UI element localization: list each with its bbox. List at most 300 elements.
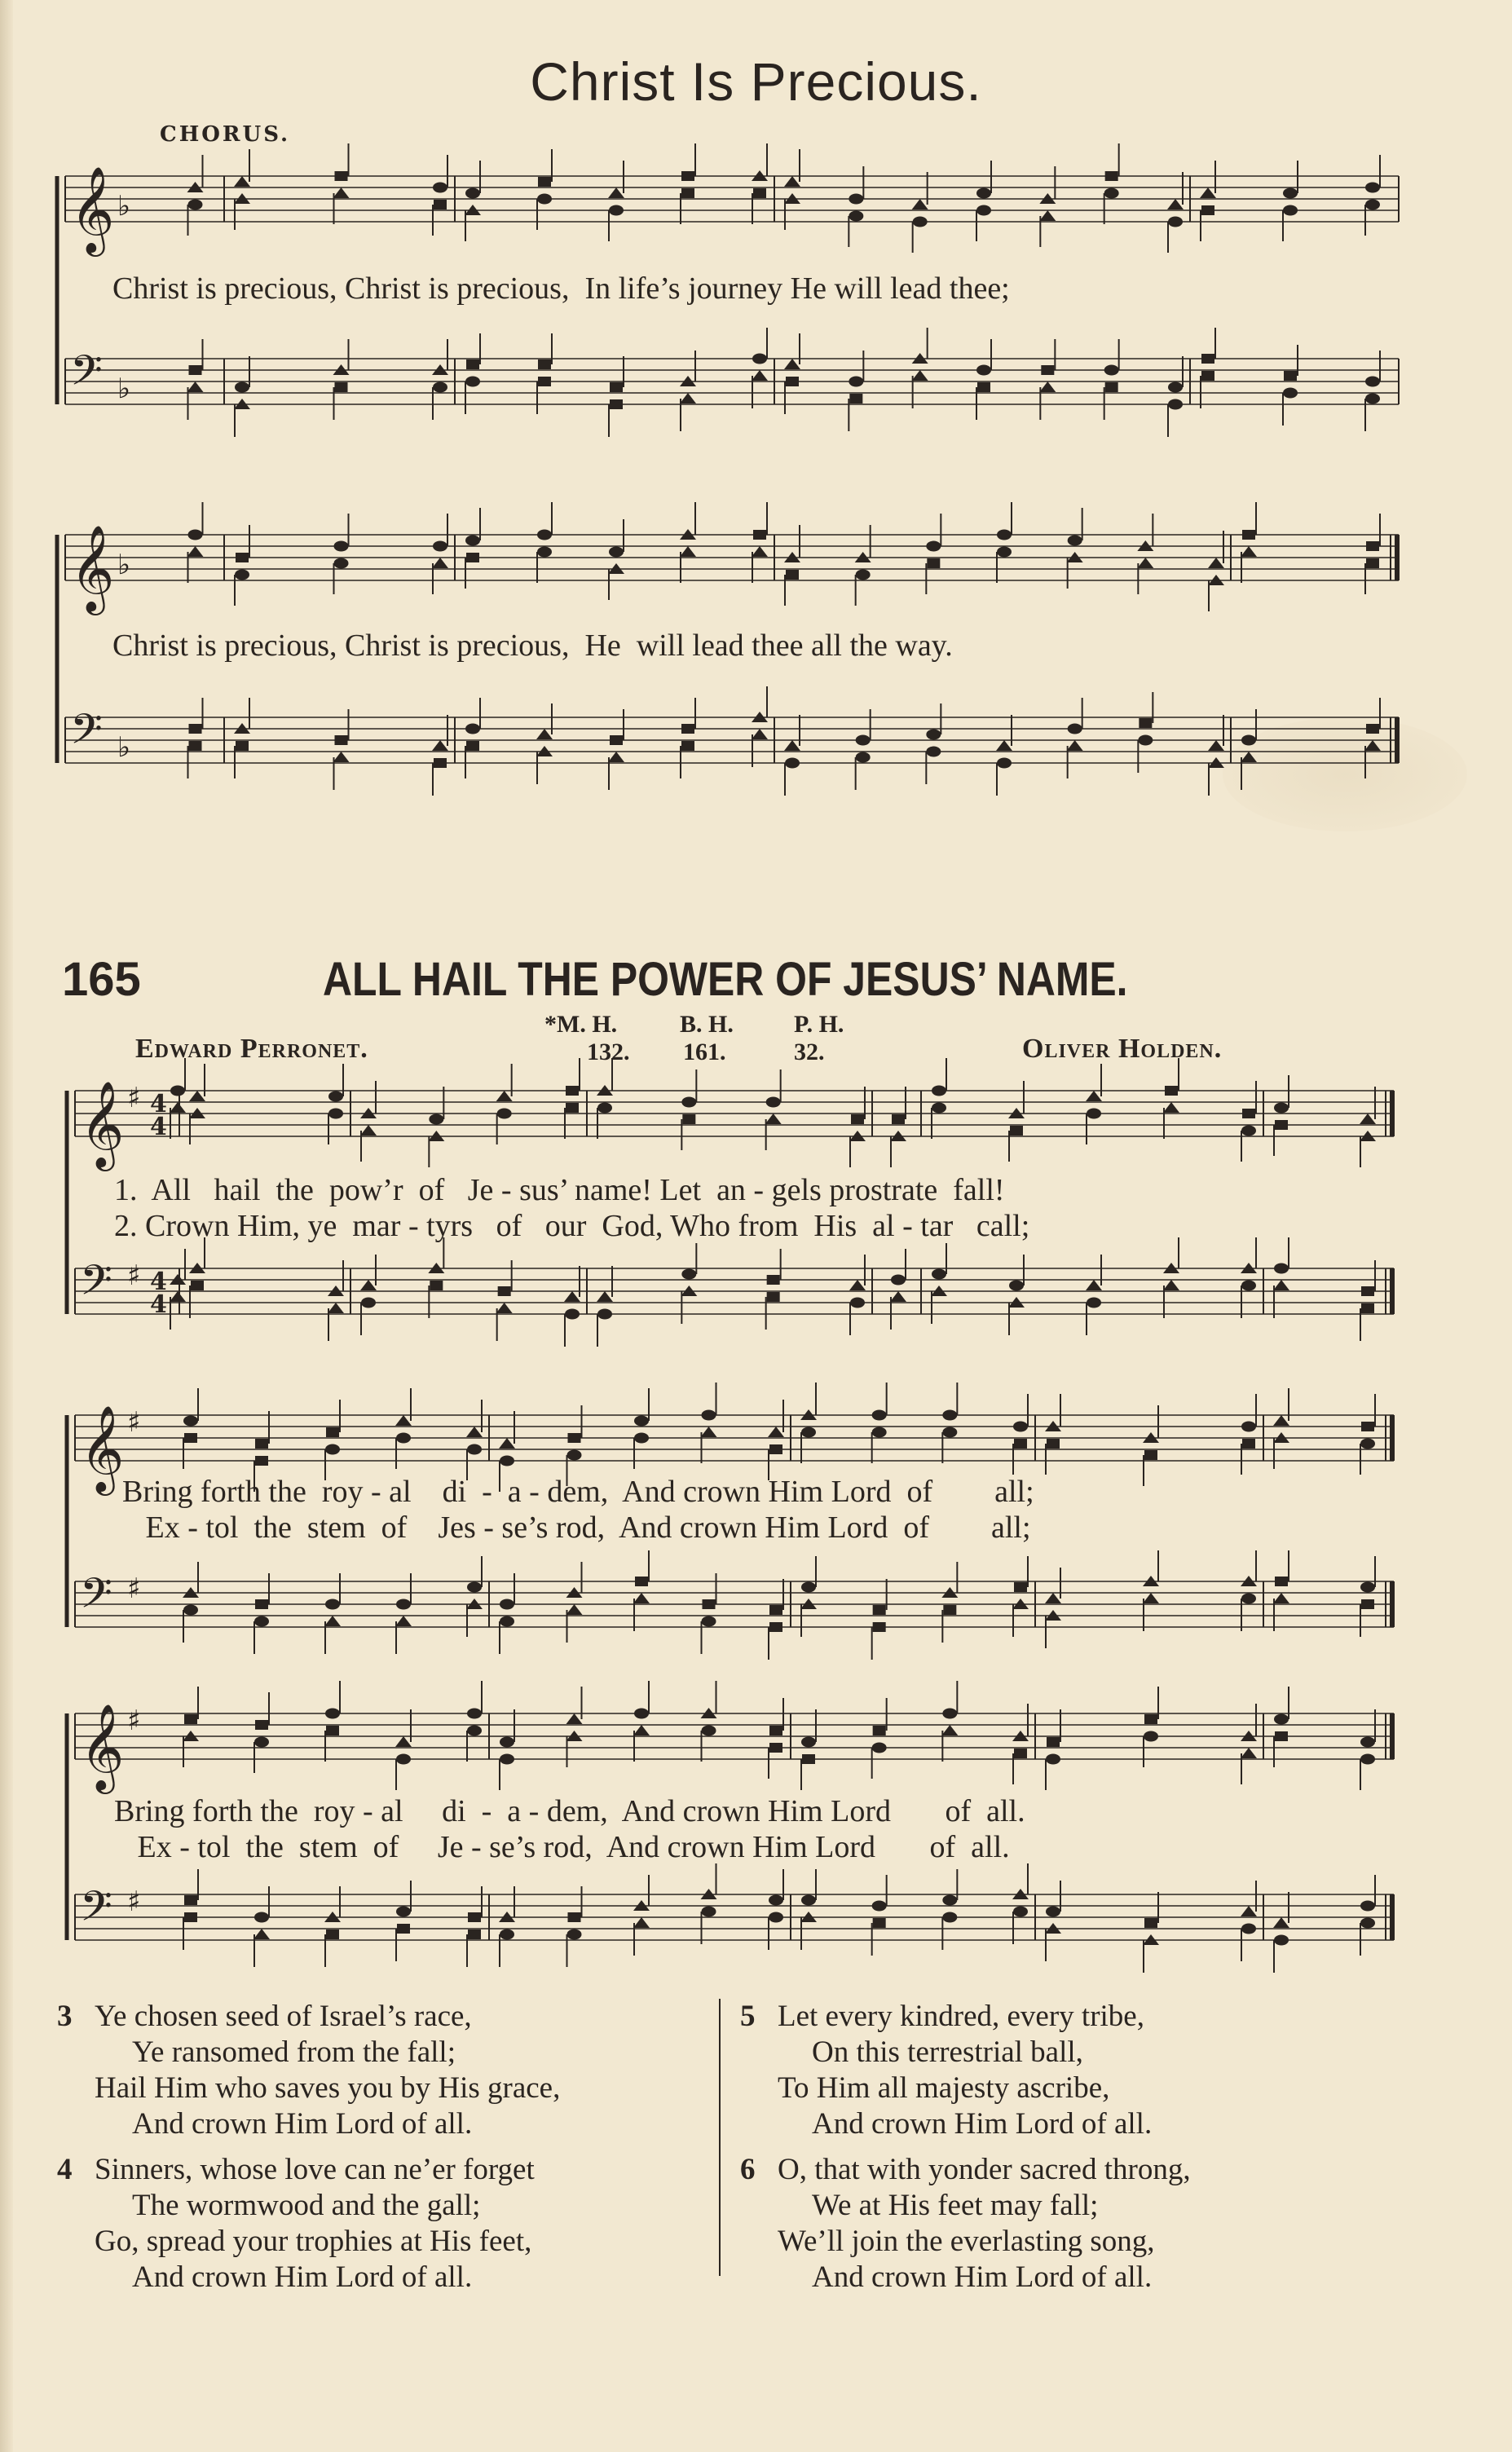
stanza-5 <box>740 1999 1153 2142</box>
note-head <box>432 558 448 568</box>
flat-sign-icon: ♭ <box>117 731 131 764</box>
note-head <box>568 1433 581 1443</box>
note-head <box>1360 1114 1376 1124</box>
note-head <box>1273 1415 1289 1426</box>
note-head <box>1045 1593 1061 1603</box>
note-head <box>610 735 623 745</box>
note-head <box>1365 394 1380 404</box>
note-head <box>856 570 871 580</box>
note-head <box>1366 724 1379 734</box>
note-head <box>1274 1263 1289 1274</box>
note-head <box>467 1444 482 1455</box>
note-head <box>1241 1924 1256 1934</box>
note-head <box>254 1912 269 1923</box>
note-head <box>187 546 204 557</box>
note-head <box>873 1726 886 1735</box>
note-head <box>941 1725 958 1735</box>
hymn-system-2 <box>0 1396 1512 1665</box>
note-head <box>1014 1439 1027 1449</box>
note-head <box>872 1743 887 1753</box>
note-head <box>1086 1091 1102 1101</box>
note-head <box>500 1599 514 1610</box>
note-head <box>768 1427 784 1437</box>
note-head <box>564 1291 580 1302</box>
note-head <box>187 381 204 392</box>
note-head <box>753 530 766 540</box>
note-head <box>189 1091 205 1101</box>
note-head <box>1105 382 1118 392</box>
note-head <box>767 1275 780 1285</box>
note-head <box>681 741 694 751</box>
note-head <box>1242 530 1255 540</box>
stanza-line: Hail Him who saves you by His grace, <box>95 2071 561 2105</box>
note-head <box>566 1103 579 1113</box>
sharp-sign-icon: ♯ <box>127 1572 141 1605</box>
note-head <box>912 370 928 381</box>
note-head <box>1283 188 1298 199</box>
note-head <box>325 1599 340 1610</box>
note-head <box>235 570 249 580</box>
note-head <box>255 1456 268 1466</box>
note-head <box>769 1444 782 1454</box>
note-head <box>769 1605 782 1615</box>
note-head <box>1283 388 1298 399</box>
note-head <box>538 359 551 369</box>
note-head <box>1241 752 1257 762</box>
note-head <box>433 382 447 393</box>
note-head <box>326 1427 339 1437</box>
hymn-lyric-2a: Bring forth the roy - al di - a - dem, And crown Him Lord of all; <box>122 1475 1034 1509</box>
note-head <box>597 1103 612 1114</box>
chorus-system-1 <box>0 155 1512 448</box>
note-head <box>536 729 553 739</box>
note-head <box>702 1616 716 1627</box>
note-head <box>1273 1280 1289 1290</box>
note-head <box>396 1907 411 1917</box>
note-head <box>498 1286 511 1296</box>
note-head <box>466 1427 483 1437</box>
note-head <box>1201 205 1214 215</box>
sharp-sign-icon: ♯ <box>127 1406 141 1439</box>
note-head <box>1242 1109 1255 1118</box>
note-head <box>681 724 694 734</box>
note-head <box>328 1109 343 1119</box>
note-head <box>997 530 1012 540</box>
note-head <box>538 377 551 386</box>
note-head <box>927 558 940 568</box>
stanza-4 <box>57 2152 535 2295</box>
note-head <box>500 1616 514 1627</box>
note-head <box>1047 1439 1060 1449</box>
note-head <box>608 187 624 198</box>
note-head <box>1241 1906 1257 1916</box>
svg-text:4: 4 <box>150 1290 167 1319</box>
hymn-number: 165 <box>62 953 141 1006</box>
bass-clef-icon: 𝄢 <box>70 346 103 405</box>
note-head <box>396 1754 411 1765</box>
note-head <box>325 1444 340 1455</box>
note-head <box>1275 1731 1288 1741</box>
note-head <box>1365 183 1380 193</box>
note-head <box>538 177 551 187</box>
bass-staff <box>65 328 1399 437</box>
note-head <box>766 1097 781 1108</box>
note-head <box>801 1427 816 1438</box>
note-head <box>769 1743 782 1753</box>
stanza-3 <box>57 1999 561 2142</box>
stanza-line: O, that with yonder sacred throng, <box>778 2153 1191 2186</box>
bass-staff <box>75 1237 1394 1347</box>
note-head <box>785 758 800 769</box>
flat-sign-icon: ♭ <box>117 549 131 581</box>
note-head <box>913 217 928 227</box>
bass-staff <box>75 1863 1394 1973</box>
chorus-system-2 <box>0 514 1512 807</box>
note-head <box>565 1309 580 1320</box>
note-head <box>1361 1286 1374 1296</box>
author: Edward Perronet. <box>135 1034 368 1064</box>
note-head <box>681 1097 696 1108</box>
treble-staff <box>65 502 1399 615</box>
note-head <box>801 1582 816 1593</box>
note-head <box>1241 1594 1256 1604</box>
bass-staff <box>65 686 1399 796</box>
treble-staff <box>75 1681 1394 1794</box>
note-head <box>360 1125 377 1136</box>
note-head <box>849 394 862 404</box>
note-head <box>432 740 448 751</box>
note-head <box>597 1309 612 1320</box>
tune-label-mh: *M. H. <box>544 1011 618 1038</box>
note-head <box>1273 1593 1289 1603</box>
note-head <box>1168 382 1183 393</box>
note-head <box>634 1709 649 1719</box>
stanza-line: We at His feet may fall; <box>812 2189 1099 2222</box>
stanza-number: 3 <box>57 2000 73 2033</box>
note-head <box>467 1709 482 1719</box>
note-head <box>467 1726 482 1736</box>
composer: Oliver Holden. <box>1022 1034 1223 1064</box>
note-head <box>170 1102 186 1113</box>
note-head <box>1013 1907 1028 1917</box>
note-head <box>396 1433 411 1444</box>
note-head <box>1014 1582 1027 1592</box>
note-head <box>769 1622 782 1632</box>
flat-sign-icon: ♭ <box>117 373 131 405</box>
note-head <box>328 1091 343 1102</box>
bass-clef-icon: 𝄢 <box>80 1568 112 1628</box>
note-head <box>537 530 552 540</box>
note-head <box>1241 546 1257 557</box>
stanza-line: We’ll join the everlasting song, <box>778 2225 1155 2258</box>
bass-clef-icon: 𝄢 <box>70 704 103 764</box>
note-head <box>1144 1714 1157 1724</box>
note-head <box>1039 210 1056 221</box>
note-head <box>468 1912 481 1922</box>
note-head <box>1010 1126 1023 1136</box>
note-head <box>1168 399 1183 410</box>
note-head <box>976 365 991 376</box>
note-head <box>397 1924 410 1934</box>
note-head <box>184 1912 197 1922</box>
note-head <box>395 1736 412 1747</box>
note-head <box>1046 1907 1060 1917</box>
note-head <box>1361 1599 1374 1609</box>
note-head <box>1013 1422 1028 1432</box>
note-head <box>255 1599 268 1609</box>
note-head <box>537 194 552 205</box>
note-head <box>942 1709 957 1719</box>
note-head <box>1361 1422 1374 1431</box>
note-head <box>926 747 941 757</box>
note-head <box>566 1086 579 1096</box>
stanza-line: And crown Him Lord of all. <box>132 2260 473 2294</box>
note-head <box>1366 541 1379 551</box>
note-head <box>1014 1749 1027 1758</box>
sharp-sign-icon: ♯ <box>127 1704 141 1737</box>
sharp-sign-icon: ♯ <box>127 1259 141 1292</box>
note-head <box>254 1616 269 1627</box>
note-head <box>891 1275 906 1286</box>
note-head <box>466 741 479 751</box>
note-head <box>1067 740 1083 751</box>
note-head <box>1208 740 1224 751</box>
stanza-line: To Him all majesty ascribe, <box>778 2071 1110 2105</box>
note-head <box>932 1269 946 1280</box>
note-head <box>1241 1126 1256 1136</box>
note-head <box>335 382 348 392</box>
note-head <box>873 1605 886 1615</box>
note-head <box>1068 724 1082 734</box>
bass-staff <box>75 1550 1394 1660</box>
note-head <box>324 1616 341 1626</box>
note-head <box>752 370 768 381</box>
note-head <box>681 1269 696 1280</box>
note-head <box>334 541 349 552</box>
note-head <box>234 176 250 187</box>
note-head <box>255 1720 268 1730</box>
note-head <box>433 183 447 193</box>
note-head <box>1086 1280 1102 1290</box>
note-head <box>1360 1901 1375 1912</box>
sharp-sign-icon: ♯ <box>127 1082 141 1114</box>
note-head <box>1364 740 1381 751</box>
note-head <box>634 1416 649 1427</box>
note-head <box>500 1929 514 1940</box>
note-head <box>467 1582 482 1593</box>
note-head <box>769 1912 783 1923</box>
note-head <box>702 1726 716 1736</box>
hymn-lyric-2b: Ex - tol the stem of Jes - se’s rod, And crown Him Lord of all; <box>122 1510 1031 1545</box>
note-head <box>786 377 799 386</box>
note-head <box>395 1616 412 1626</box>
note-head <box>609 547 624 558</box>
note-head <box>183 1605 198 1616</box>
note-head <box>183 1416 198 1427</box>
note-head <box>1365 200 1380 210</box>
stanza-line: Ye ransomed from the fall; <box>132 2035 456 2069</box>
note-head <box>1201 371 1214 381</box>
note-head <box>702 1410 716 1421</box>
note-head <box>680 546 696 557</box>
note-head <box>465 724 480 734</box>
note-head <box>849 377 863 387</box>
stanza-line: Ye chosen seed of Israel’s race, <box>95 2000 472 2033</box>
tune-references <box>544 1011 887 1066</box>
note-head <box>873 1622 886 1632</box>
note-head <box>465 536 480 546</box>
hymn-title: ALL HAIL THE POWER OF JESUS’ NAME. <box>323 953 1128 1006</box>
hymn-system-3 <box>0 1694 1512 1979</box>
note-head <box>976 188 991 199</box>
note-head <box>943 1605 956 1615</box>
note-head <box>184 1433 197 1443</box>
note-head <box>1360 1737 1375 1748</box>
note-head <box>566 1604 583 1615</box>
note-head <box>1143 1593 1159 1603</box>
bass-clef-icon: 𝄢 <box>80 1881 112 1941</box>
note-head <box>872 1410 887 1421</box>
note-head <box>189 724 202 734</box>
note-head <box>333 752 350 762</box>
bass-clef-icon: 𝄢 <box>80 1255 112 1315</box>
note-head <box>1283 205 1298 216</box>
note-head <box>851 1114 864 1124</box>
note-head <box>1139 718 1152 728</box>
note-head <box>465 377 480 387</box>
note-head <box>1274 1103 1289 1114</box>
note-head <box>566 1713 583 1724</box>
note-head <box>430 1281 443 1290</box>
note-head <box>850 1298 865 1308</box>
note-head <box>784 176 800 187</box>
note-head <box>752 546 768 557</box>
note-head <box>429 1114 443 1125</box>
note-head <box>1274 1935 1289 1946</box>
note-head <box>1144 1450 1157 1460</box>
note-head <box>802 1754 815 1764</box>
note-head <box>801 1895 816 1906</box>
tune-number-mh: 132. <box>587 1039 630 1065</box>
tune-number-ph: 32. <box>794 1039 825 1065</box>
time-signature-icon: 4 <box>150 1268 167 1296</box>
tune-label-bh: B. H. <box>680 1011 734 1038</box>
note-head <box>189 741 202 751</box>
note-head <box>188 530 203 540</box>
stanza-6 <box>740 2152 1191 2295</box>
note-head <box>360 1280 377 1290</box>
note-head <box>682 1114 695 1124</box>
note-head <box>468 1929 481 1939</box>
note-head <box>633 1917 650 1928</box>
hymn-lyric-1a: 1. All hail the pow’r of Je - sus’ name! Let an - gels prostrate fall! <box>114 1173 1005 1207</box>
note-head <box>396 1599 411 1610</box>
note-head <box>942 1410 957 1421</box>
stanza-line: And crown Him Lord of all. <box>132 2107 473 2141</box>
note-head <box>254 1737 269 1748</box>
top-hymn-title: Christ Is Precious. <box>530 51 982 112</box>
note-head <box>1360 1439 1375 1449</box>
note-head <box>433 541 447 552</box>
note-head <box>361 1298 376 1308</box>
note-head <box>1165 1086 1178 1096</box>
note-head <box>1039 381 1056 392</box>
note-head <box>434 758 447 768</box>
note-head <box>335 735 348 745</box>
treble-staff <box>75 1058 1394 1171</box>
note-head <box>253 1929 270 1939</box>
note-head <box>1361 1303 1374 1313</box>
note-head <box>769 1726 782 1735</box>
note-head <box>784 740 800 751</box>
note-head <box>1242 1439 1255 1449</box>
note-head <box>466 553 479 562</box>
note-head <box>395 1415 412 1426</box>
sharp-sign-icon: ♯ <box>127 1885 141 1918</box>
note-head <box>926 730 941 740</box>
note-head <box>1241 1281 1256 1291</box>
note-head <box>191 1281 204 1290</box>
note-head <box>328 1303 344 1313</box>
note-head <box>849 211 863 222</box>
note-head <box>568 1912 581 1922</box>
note-head <box>1163 1280 1179 1290</box>
note-head <box>1068 536 1082 546</box>
note-head <box>932 1086 946 1096</box>
note-head <box>610 399 623 409</box>
note-head <box>1360 1754 1375 1765</box>
note-head <box>1087 1109 1101 1119</box>
note-head <box>765 1114 782 1124</box>
note-head <box>801 1737 816 1748</box>
note-head <box>681 171 694 181</box>
note-head <box>500 1737 514 1748</box>
note-head <box>872 1901 887 1912</box>
note-head <box>335 171 348 181</box>
note-head <box>184 1714 197 1724</box>
treble-clef-icon: 𝄞 <box>70 524 115 611</box>
hymn-lyric-3a: Bring forth the roy - al di - a - dem, And crown Him Lord of all. <box>114 1794 1025 1828</box>
treble-clef-icon: 𝄞 <box>70 165 115 253</box>
note-head <box>892 1114 905 1124</box>
note-head <box>890 1291 906 1302</box>
note-head <box>702 1907 716 1917</box>
note-head <box>434 200 447 209</box>
note-head <box>465 188 480 199</box>
note-head <box>849 194 863 205</box>
note-head <box>326 1929 339 1939</box>
note-head <box>1163 1102 1179 1113</box>
note-head <box>236 553 249 562</box>
tune-number-bh: 161. <box>683 1039 726 1065</box>
note-head <box>997 547 1012 558</box>
treble-clef-icon: 𝄞 <box>80 1703 125 1790</box>
note-head <box>537 547 552 558</box>
note-head <box>633 1725 650 1735</box>
note-head <box>1137 558 1153 568</box>
note-head <box>1208 558 1224 568</box>
note-head <box>170 1291 186 1302</box>
note-head <box>1360 1918 1375 1929</box>
note-head <box>1273 1917 1289 1928</box>
chorus-marking: CHORUS. <box>160 122 291 147</box>
stanza-number: 5 <box>740 2000 756 2033</box>
note-head <box>633 1593 650 1603</box>
note-head <box>932 1103 946 1114</box>
note-head <box>1200 187 1216 198</box>
note-head <box>184 1895 197 1905</box>
note-head <box>1167 199 1184 209</box>
